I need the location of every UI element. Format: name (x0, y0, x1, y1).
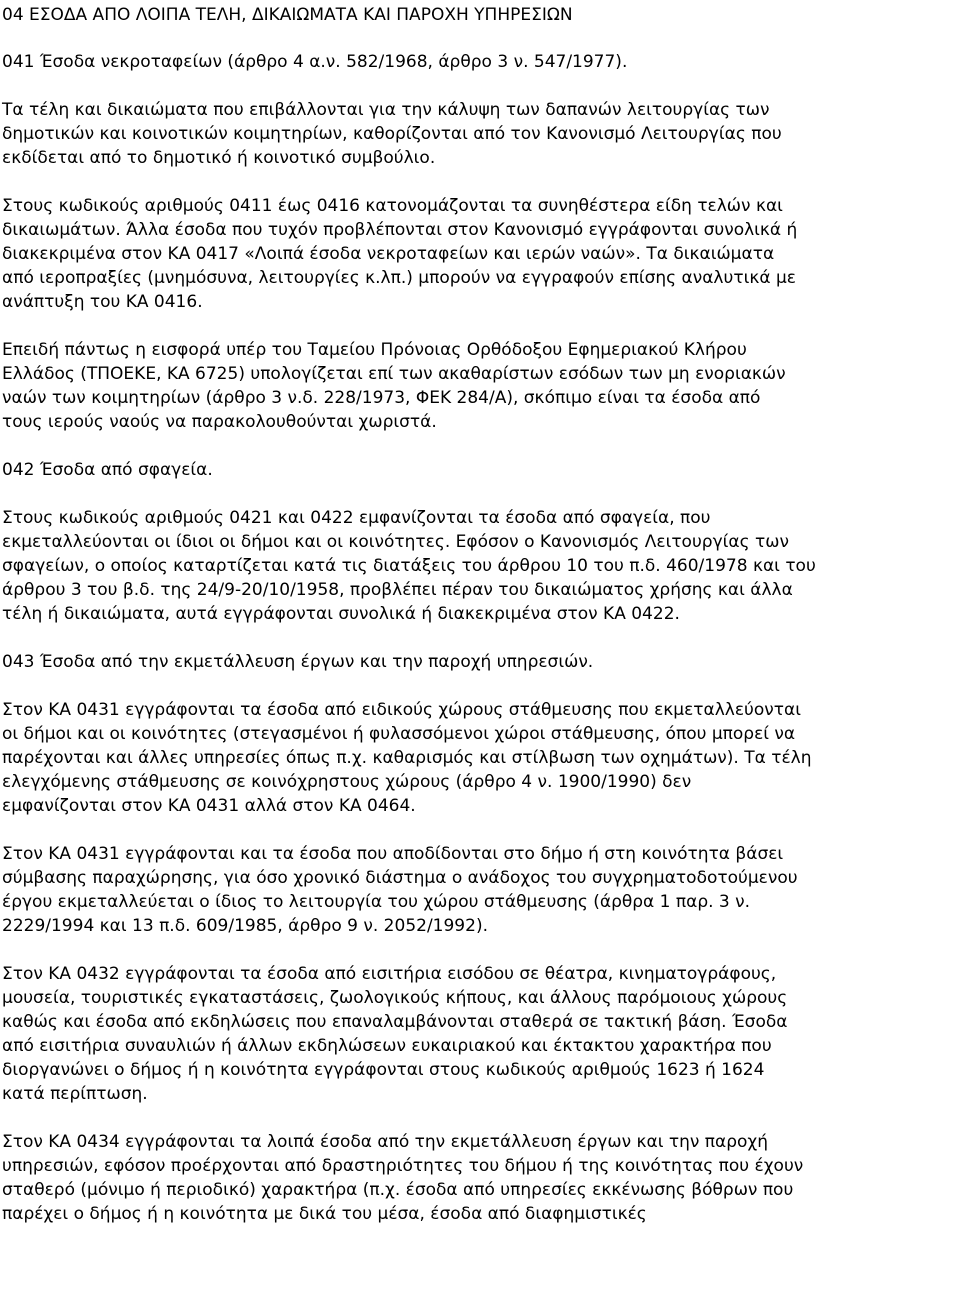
text-line: έργου εκμεταλλεύεται ο ίδιος το λειτουργία του χώρου στάθμευσης (άρθρα 1 παρ. 3 ν. (2, 892, 751, 912)
text-line: παρέχει ο δήμος ή η κοινότητα με δικά του μέσα, έσοδα από διαφημιστικές (2, 1204, 647, 1224)
text-line: τέλη ή δικαιώματα, αυτά εγγράφονται συνολικά ή διακεκριμένα στον ΚΑ 0422. (2, 604, 680, 624)
text-line: Στους κωδικούς αριθμούς 0411 έως 0416 κατονομάζονται τα συνηθέστερα είδη τελών και (2, 196, 783, 216)
text-line: δημοτικών και κοινοτικών κοιμητηρίων, καθορίζονται από τον Κανονισμό Λειτουργίας που (2, 124, 782, 144)
text-line: άρθρου 3 του β.δ. της 24/9-20/10/1958, προβλέπει πέραν του δικαιώματος χρήσης και άλλα (2, 580, 793, 600)
heading-04: 04 ΕΣΟΔΑ ΑΠΟ ΛΟΙΠΑ ΤΕΛΗ, ΔΙΚΑΙΩΜΑΤΑ ΚΑΙ ΠΑΡΟΧΗ ΥΠΗΡΕΣΙΩΝ (2, 5, 573, 25)
text-line: μουσεία, τουριστικές εγκαταστάσεις, ζωολογικούς κήπους, και άλλους παρόμοιους χώρους (2, 988, 788, 1008)
text-line: παρέχονται και άλλες υπηρεσίες όπως π.χ. καθαρισμός και στίλβωση των οχημάτων). Τα τέλη (2, 748, 812, 768)
text-line: Στον ΚΑ 0432 εγγράφονται τα έσοδα από εισιτήρια εισόδου σε θέατρα, κινηματογράφους, (2, 964, 777, 984)
text-line: δικαιωμάτων. Άλλα έσοδα που τυχόν προβλέπονται στον Κανονισμό εγγράφονται συνολικά ή (2, 220, 798, 240)
text-line: Στον ΚΑ 0434 εγγράφονται τα λοιπά έσοδα από την εκμετάλλευση έργων και την παροχή (2, 1132, 769, 1152)
text-line: οι δήμοι και οι κοινότητες (στεγασμένοι ή φυλασσόμενοι χώροι στάθμευσης, όπου μπορεί να (2, 724, 796, 744)
text-line: καθώς και έσοδα από εκδηλώσεις που επαναλαμβάνονται σταθερά σε τακτική βάση. Έσοδα (2, 1012, 788, 1032)
text-line: Στον ΚΑ 0431 εγγράφονται και τα έσοδα που αποδίδονται στο δήμο ή στη κοινότητα βάσει (2, 844, 784, 864)
text-line: ναών των κοιμητηρίων (άρθρο 3 ν.δ. 228/1973, ΦΕΚ 284/Α), σκόπιμο είναι τα έσοδα από (2, 388, 761, 408)
text-line: διακεκριμένα στον ΚΑ 0417 «Λοιπά έσοδα νεκροταφείων και ιερών ναών». Τα δικαιώματα (2, 244, 775, 264)
text-line: Στους κωδικούς αριθμούς 0421 και 0422 εμφανίζονται τα έσοδα από σφαγεία, που (2, 508, 711, 528)
text-line: ανάπτυξη του ΚΑ 0416. (2, 292, 203, 312)
text-line: τους ιερούς ναούς να παρακολουθούνται χωριστά. (2, 412, 437, 432)
text-line: εκδίδεται από το δημοτικό ή κοινοτικό συμβούλιο. (2, 148, 436, 168)
text-line: σφαγείων, ο οποίος καταρτίζεται κατά τις διατάξεις του άρθρου 10 του π.δ. 460/1978 και του (2, 556, 816, 576)
text-line: από εισιτήρια συναυλιών ή άλλων εκδηλώσεων ευκαιριακού και έκτακτου χαρακτήρα που (2, 1036, 772, 1056)
text-line: εμφανίζονται στον ΚΑ 0431 αλλά στον ΚΑ 0464. (2, 796, 416, 816)
text-line: ελεγχόμενης στάθμευσης σε κοινόχρηστους χώρους (άρθρο 4 ν. 1900/1990) δεν (2, 772, 692, 792)
text-line: Επειδή πάντως η εισφορά υπέρ του Ταμείου Πρόνοιας Ορθόδοξου Εφημεριακού Κλήρου (2, 340, 747, 360)
heading-042: 042 Έσοδα από σφαγεία. (2, 460, 213, 480)
text-line: Ελλάδος (ΤΠΟΕΚΕ, ΚΑ 6725) υπολογίζεται επί των ακαθαρίστων εσόδων των μη ενοριακών (2, 364, 786, 384)
text-line: Τα τέλη και δικαιώματα που επιβάλλονται για την κάλυψη των δαπανών λειτουργίας των (2, 100, 770, 120)
text-line: από ιεροπραξίες (μνημόσυνα, λειτουργίες κ.λπ.) μπορούν να εγγραφούν επίσης αναλυτικά με (2, 268, 796, 288)
text-line: σταθερό (μόνιμο ή περιοδικό) χαρακτήρα (π.χ. έσοδα από υπηρεσίες εκκένωσης βόθρων που (2, 1180, 794, 1200)
text-line: σύμβασης παραχώρησης, για όσο χρονικό διάστημα ο ανάδοχος του συγχρηματοδοτούμενου (2, 868, 798, 888)
text-line: 2229/1994 και 13 π.δ. 609/1985, άρθρο 9 ν. 2052/1992). (2, 916, 488, 936)
text-line: διοργανώνει ο δήμος ή η κοινότητα εγγράφονται στους κωδικούς αριθμούς 1623 ή 1624 (2, 1060, 765, 1080)
heading-041: 041 Έσοδα νεκροταφείων (άρθρο 4 α.ν. 582/1968, άρθρο 3 ν. 547/1977). (2, 52, 628, 72)
text-line: κατά περίπτωση. (2, 1084, 148, 1104)
text-line: εκμεταλλεύονται οι ίδιοι οι δήμοι και οι κοινότητες. Εφόσον ο Κανονισμός Λειτουργίας των (2, 532, 789, 552)
text-line: Στον ΚΑ 0431 εγγράφονται τα έσοδα από ειδικούς χώρους στάθμευσης που εκμεταλλεύονται (2, 700, 801, 720)
heading-043: 043 Έσοδα από την εκμετάλλευση έργων και την παροχή υπηρεσιών. (2, 652, 594, 672)
text-line: υπηρεσιών, εφόσον προέρχονται από δραστηριότητες του δήμου ή της κοινότητας που έχουν (2, 1156, 804, 1176)
